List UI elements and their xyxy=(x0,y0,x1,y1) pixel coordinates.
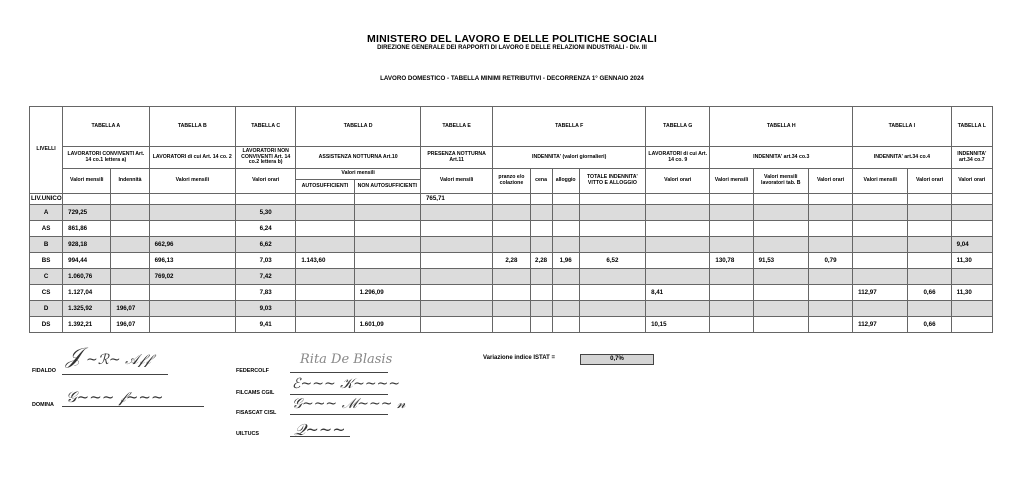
cell-h1 xyxy=(710,269,753,285)
cell-d2 xyxy=(354,253,420,269)
sig-label-federcolf: FEDERCOLF xyxy=(236,368,269,374)
cell-f1: 2,28 xyxy=(493,253,530,269)
cell-e xyxy=(420,317,492,333)
cell-i2 xyxy=(908,301,951,317)
cell-g xyxy=(646,221,710,237)
cell-b xyxy=(149,205,235,221)
group-header-h: TABELLA H xyxy=(710,107,853,147)
cell-h3 xyxy=(808,285,852,301)
cell-i2 xyxy=(908,269,951,285)
cell-a1: 1.127,04 xyxy=(63,285,111,301)
cell-i1: 112,97 xyxy=(853,285,908,301)
cell-h3: 0,79 xyxy=(808,253,852,269)
cell-b: 769,02 xyxy=(149,269,235,285)
sig-line-domina xyxy=(62,406,204,407)
col-l-orari: Valori orari xyxy=(951,169,992,194)
cell-h3 xyxy=(808,269,852,285)
cell-c: 7,03 xyxy=(236,253,296,269)
cell-f4 xyxy=(579,317,645,333)
cell-l xyxy=(951,317,992,333)
cell-l: 11,30 xyxy=(951,285,992,301)
cell-f3 xyxy=(552,237,579,253)
level-cell: DS xyxy=(30,317,63,333)
cell-f1 xyxy=(493,205,530,221)
cell-a1: 861,86 xyxy=(63,221,111,237)
col-h-mensili-tab-b: Valori mensili lavoratori tab. B xyxy=(753,169,808,194)
subgroup-b: LAVORATORI di cui Art. 14 co. 2 xyxy=(149,147,235,169)
sig-line-filcams xyxy=(290,394,388,395)
cell-d2 xyxy=(354,237,420,253)
subgroup-i: INDENNITA' art.34 co.4 xyxy=(853,147,952,169)
table-row-liv-unico xyxy=(30,194,993,205)
cell-f2 xyxy=(530,317,552,333)
cell-c: 9,41 xyxy=(236,317,296,333)
cell-a1: 1.325,92 xyxy=(63,301,111,317)
col-b-mensili: Valori mensili xyxy=(149,169,235,194)
cell-d2 xyxy=(354,301,420,317)
cell-f1 xyxy=(493,301,530,317)
istat-value: 0,7% xyxy=(580,354,654,365)
subgroup-f: INDENNITA' (valori giornalieri) xyxy=(493,147,646,169)
level-cell: C xyxy=(30,269,63,285)
group-header-g: TABELLA G xyxy=(646,107,710,147)
cell-d1 xyxy=(296,237,354,253)
cell-g xyxy=(646,253,710,269)
sig-line-fidaldo xyxy=(62,374,168,375)
table-row xyxy=(30,205,993,221)
col-a-indennita: Indennità xyxy=(111,169,149,194)
col-d-non-autosufficienti: NON AUTOSUFFICIENTI xyxy=(354,180,420,194)
cell-d2: 1.296,09 xyxy=(354,285,420,301)
level-cell: A xyxy=(30,205,63,221)
col-f-totale: TOTALE INDENNITA' VITTO E ALLOGGIO xyxy=(579,169,645,194)
level-cell: BS xyxy=(30,253,63,269)
cell-e xyxy=(420,285,492,301)
cell-f3 xyxy=(552,269,579,285)
sig-label-fisascat: FISASCAT CISL xyxy=(236,410,277,416)
cell-b: 662,96 xyxy=(149,237,235,253)
cell-a1: 994,44 xyxy=(63,253,111,269)
signature-fidaldo: 𝒥 xyxy=(66,344,82,369)
cell-i1 xyxy=(853,253,908,269)
sig-line-fisascat xyxy=(290,414,388,415)
cell-d2 xyxy=(354,269,420,285)
cell-f4 xyxy=(579,221,645,237)
cell-e: 765,71 xyxy=(420,194,492,205)
directorate-subtitle: DIREZIONE GENERALE DEI RAPPORTI DI LAVORO E DELLE RELAZIONI INDUSTRIALI - Div. III xyxy=(377,45,647,51)
cell-f1 xyxy=(493,221,530,237)
cell-c: 5,30 xyxy=(236,205,296,221)
subgroup-e: PRESENZA NOTTURNA Art.11 xyxy=(420,147,492,169)
signature-federcolf: Rita De Blasis xyxy=(300,352,393,367)
cell-f2: 2,28 xyxy=(530,253,552,269)
cell-i1 xyxy=(853,301,908,317)
signature-fisascat: 𝒢~~~ ℳ~~~ 𝓃 xyxy=(292,396,406,412)
istat-label: Variazione indice ISTAT = xyxy=(483,355,555,361)
cell-f2 xyxy=(530,269,552,285)
group-header-c: TABELLA C xyxy=(236,107,296,147)
cell-g xyxy=(646,237,710,253)
cell-h2 xyxy=(753,285,808,301)
table-row xyxy=(30,317,993,333)
cell-a1: 1.060,76 xyxy=(63,269,111,285)
cell-i2 xyxy=(908,205,951,221)
livelli-header: LIVELLI xyxy=(30,107,63,194)
group-header-i: TABELLA I xyxy=(853,107,952,147)
cell-f4 xyxy=(579,205,645,221)
col-h-orari: Valori orari xyxy=(808,169,852,194)
cell-d1 xyxy=(296,301,354,317)
cell-f4 xyxy=(579,285,645,301)
cell-e xyxy=(420,205,492,221)
cell-c: 9,03 xyxy=(236,301,296,317)
cell-h3 xyxy=(808,205,852,221)
cell-a2 xyxy=(111,237,149,253)
cell-d2 xyxy=(354,205,420,221)
cell-h2 xyxy=(753,269,808,285)
cell-h1 xyxy=(710,317,753,333)
cell-h1: 130,78 xyxy=(710,253,753,269)
col-a-mensili: Valori mensili xyxy=(63,169,111,194)
level-cell: CS xyxy=(30,285,63,301)
signature-uiltucs: 𝒬~~~ xyxy=(294,420,346,439)
cell-f4 xyxy=(579,269,645,285)
cell-d1 xyxy=(296,205,354,221)
cell-i2 xyxy=(908,237,951,253)
minimum-wage-table xyxy=(29,106,993,333)
cell-i2: 0,66 xyxy=(908,285,951,301)
cell-f4 xyxy=(579,237,645,253)
cell-h2: 91,53 xyxy=(753,253,808,269)
cell-i1: 112,97 xyxy=(853,317,908,333)
cell-i2 xyxy=(908,253,951,269)
cell-d1: 1.143,60 xyxy=(296,253,354,269)
cell-h2 xyxy=(753,205,808,221)
cell-d1 xyxy=(296,317,354,333)
cell-l xyxy=(951,269,992,285)
col-f-cena: cena xyxy=(530,169,552,194)
cell-i1 xyxy=(853,269,908,285)
cell-h1 xyxy=(710,221,753,237)
col-i-orari: Valori orari xyxy=(908,169,951,194)
cell-c: 6,62 xyxy=(236,237,296,253)
cell-b: 696,13 xyxy=(149,253,235,269)
level-cell: LIV.UNICO xyxy=(30,194,63,205)
subgroup-d: ASSISTENZA NOTTURNA Art.10 xyxy=(296,147,421,169)
group-header-e: TABELLA E xyxy=(420,107,492,147)
cell-a2: 196,07 xyxy=(111,317,149,333)
cell-a2 xyxy=(111,205,149,221)
cell-d2: 1.601,09 xyxy=(354,317,420,333)
subgroup-h: INDENNITA' art.34 co.3 xyxy=(710,147,853,169)
cell-g: 10,15 xyxy=(646,317,710,333)
table-row xyxy=(30,269,993,285)
cell-h3 xyxy=(808,301,852,317)
cell-l: 9,04 xyxy=(951,237,992,253)
cell-f2 xyxy=(530,205,552,221)
group-header-l: TABELLA L xyxy=(951,107,992,147)
cell-f1 xyxy=(493,269,530,285)
subgroup-c: LAVORATORI NON CONVIVENTI Art. 14 co.2 lettera b) xyxy=(236,147,296,169)
col-g-orari: Valori orari xyxy=(646,169,710,194)
cell-f3 xyxy=(552,285,579,301)
table-row xyxy=(30,237,993,253)
group-header-a: TABELLA A xyxy=(63,107,149,147)
col-i-mensili: Valori mensili xyxy=(853,169,908,194)
cell-f2 xyxy=(530,221,552,237)
cell-l xyxy=(951,221,992,237)
cell-e xyxy=(420,269,492,285)
cell-f4 xyxy=(579,301,645,317)
sig-label-uiltucs: UILTUCS xyxy=(236,431,259,437)
cell-f3 xyxy=(552,317,579,333)
sig-label-domina: DOMINA xyxy=(32,402,54,408)
cell-f2 xyxy=(530,237,552,253)
cell-l: 11,30 xyxy=(951,253,992,269)
cell-c: 6,24 xyxy=(236,221,296,237)
level-cell: B xyxy=(30,237,63,253)
cell-h3 xyxy=(808,317,852,333)
group-header-b: TABELLA B xyxy=(149,107,235,147)
table-row xyxy=(30,285,993,301)
cell-h3 xyxy=(808,237,852,253)
table-row xyxy=(30,301,993,317)
cell-f3: 1,96 xyxy=(552,253,579,269)
cell-a1: 928,18 xyxy=(63,237,111,253)
cell-i1 xyxy=(853,221,908,237)
col-e-mensili: Valori mensili xyxy=(420,169,492,194)
cell-h2 xyxy=(753,317,808,333)
col-h-mensili: Valori mensili xyxy=(710,169,753,194)
cell-a2 xyxy=(111,221,149,237)
signature-fidaldo-2: ~ℛ~ 𝒜𝒻𝒻 xyxy=(86,352,151,368)
col-c-orari: Valori orari xyxy=(236,169,296,194)
cell-a2 xyxy=(111,269,149,285)
cell-h1 xyxy=(710,237,753,253)
col-d-mensili: Valori mensili xyxy=(296,169,421,180)
cell-g: 8,41 xyxy=(646,285,710,301)
cell-f1 xyxy=(493,237,530,253)
cell-b xyxy=(149,221,235,237)
table-row xyxy=(30,253,993,269)
cell-h1 xyxy=(710,301,753,317)
cell-l xyxy=(951,301,992,317)
cell-f2 xyxy=(530,285,552,301)
cell-c: 7,83 xyxy=(236,285,296,301)
cell-e xyxy=(420,221,492,237)
cell-e xyxy=(420,301,492,317)
col-d-autosufficienti: AUTOSUFFICIENTI xyxy=(296,180,354,194)
cell-i2 xyxy=(908,221,951,237)
col-f-alloggio: alloggio xyxy=(552,169,579,194)
col-f-pranzo: pranzo e/o colazione xyxy=(493,169,530,194)
cell-l xyxy=(951,205,992,221)
cell-a2 xyxy=(111,285,149,301)
sig-label-filcams: FILCAMS CGIL xyxy=(236,390,275,396)
cell-b xyxy=(149,317,235,333)
cell-d1 xyxy=(296,221,354,237)
cell-f2 xyxy=(530,301,552,317)
cell-b xyxy=(149,301,235,317)
cell-g xyxy=(646,301,710,317)
cell-a2: 196,07 xyxy=(111,301,149,317)
cell-a1: 729,25 xyxy=(63,205,111,221)
cell-f3 xyxy=(552,301,579,317)
cell-f1 xyxy=(493,285,530,301)
cell-g xyxy=(646,269,710,285)
signature-filcams: ℰ~~~ 𝒦~~~~ xyxy=(292,376,401,392)
cell-e xyxy=(420,253,492,269)
level-cell: AS xyxy=(30,221,63,237)
cell-a2 xyxy=(111,253,149,269)
subgroup-g: LAVORATORI di cui Art. 14 co. 9 xyxy=(646,147,710,169)
cell-i1 xyxy=(853,237,908,253)
cell-f1 xyxy=(493,317,530,333)
cell-h2 xyxy=(753,301,808,317)
table-title: LAVORO DOMESTICO - TABELLA MINIMI RETRIBUTIVI - DECORRENZA 1° GENNAIO 2024 xyxy=(380,75,644,82)
cell-d1 xyxy=(296,285,354,301)
sig-label-fidaldo: FIDALDO xyxy=(32,368,56,374)
cell-a1: 1.392,21 xyxy=(63,317,111,333)
cell-g xyxy=(646,205,710,221)
subgroup-a: LAVORATORI CONVIVENTI Art. 14 co.1 lettera a) xyxy=(63,147,149,169)
cell-d2 xyxy=(354,221,420,237)
cell-d1 xyxy=(296,269,354,285)
cell-h1 xyxy=(710,285,753,301)
signature-domina: 𝒢~~~ 𝒻~~~ xyxy=(66,388,164,406)
cell-f4: 6,52 xyxy=(579,253,645,269)
table-row xyxy=(30,221,993,237)
cell-f3 xyxy=(552,221,579,237)
cell-h1 xyxy=(710,205,753,221)
cell-h2 xyxy=(753,237,808,253)
cell-c: 7,42 xyxy=(236,269,296,285)
group-header-f: TABELLA F xyxy=(493,107,646,147)
cell-h2 xyxy=(753,221,808,237)
cell-i1 xyxy=(853,205,908,221)
cell-b xyxy=(149,285,235,301)
group-header-d: TABELLA D xyxy=(296,107,421,147)
sig-line-federcolf xyxy=(290,372,388,373)
ministry-title: MINISTERO DEL LAVORO E DELLE POLITICHE SOCIALI xyxy=(367,33,657,45)
subgroup-l: INDENNITA' art.34 co.7 xyxy=(951,147,992,169)
cell-e xyxy=(420,237,492,253)
cell-i2: 0,66 xyxy=(908,317,951,333)
cell-f3 xyxy=(552,205,579,221)
cell-h3 xyxy=(808,221,852,237)
level-cell: D xyxy=(30,301,63,317)
